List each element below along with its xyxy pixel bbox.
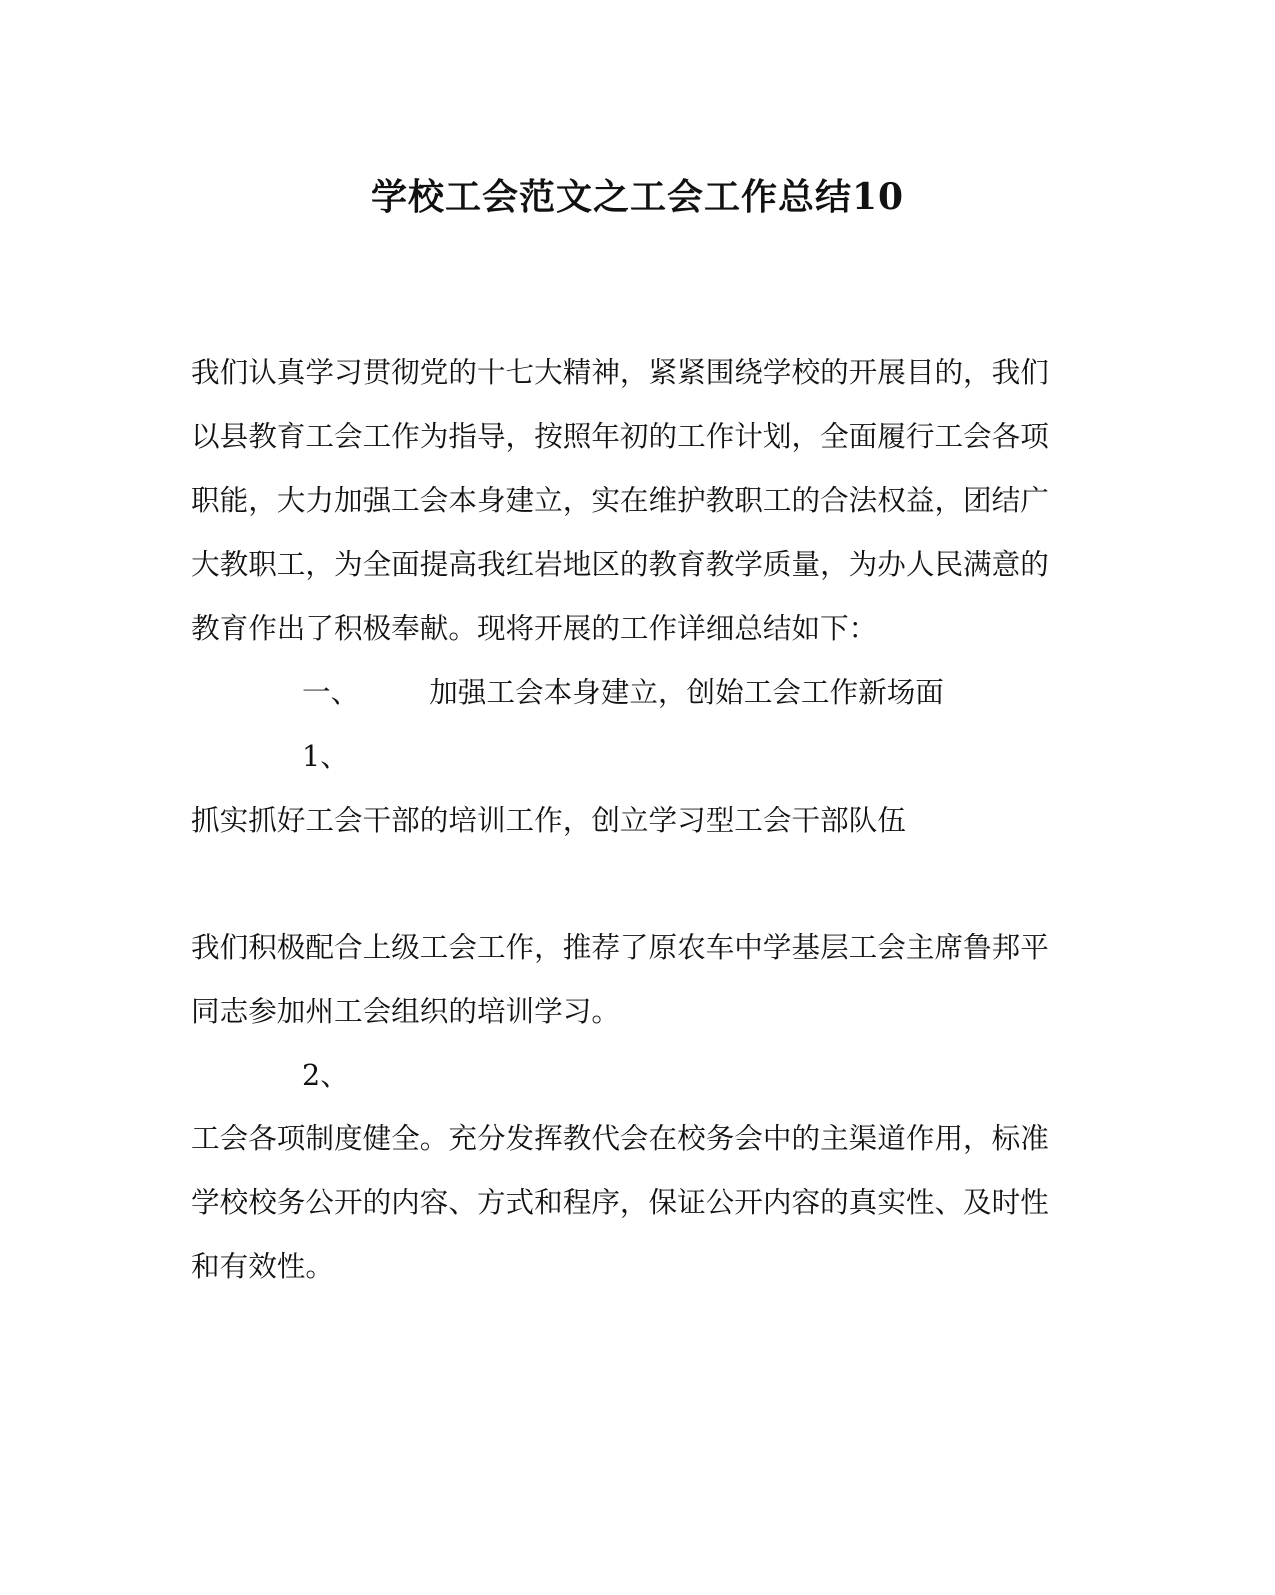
item-heading: 抓实抓好工会干部的培训工作，创立学习型工会干部队伍 — [191, 803, 906, 837]
paragraph-line: 和有效性。 — [191, 1249, 334, 1283]
paragraph-line: 我们积极配合上级工会工作，推荐了原农车中学基层工会主席鲁邦平 — [191, 930, 1049, 964]
section-heading — [302, 672, 944, 712]
item-number: 2、 — [302, 1058, 349, 1092]
paragraph-line: 工会各项制度健全。充分发挥教代会在校务会中的主渠道作用，标准 — [191, 1121, 1049, 1155]
paragraph-line: 同志参加州工会组织的培训学习。 — [191, 994, 620, 1028]
paragraph-line: 以县教育工会工作为指导，按照年初的工作计划，全面履行工会各项 — [191, 419, 1049, 453]
paragraph-line: 学校校务公开的内容、方式和程序，保证公开内容的真实性、及时性 — [191, 1185, 1049, 1219]
paragraph-line: 教育作出了积极奉献。现将开展的工作详细总结如下： — [191, 611, 878, 645]
document-title: 学校工会范文之工会工作总结10 — [370, 176, 905, 218]
section-number: 一、 — [302, 675, 360, 709]
item-number: 1、 — [302, 739, 349, 773]
section-title: 加强工会本身建立，创始工会工作新场面 — [429, 675, 944, 709]
paragraph-line: 职能，大力加强工会本身建立，实在维护教职工的合法权益，团结广 — [191, 483, 1049, 517]
paragraph-line: 我们认真学习贯彻党的十七大精神，紧紧围绕学校的开展目的，我们 — [191, 355, 1049, 389]
paragraph-line: 大教职工，为全面提高我红岩地区的教育教学质量，为办人民满意的 — [191, 547, 1049, 581]
